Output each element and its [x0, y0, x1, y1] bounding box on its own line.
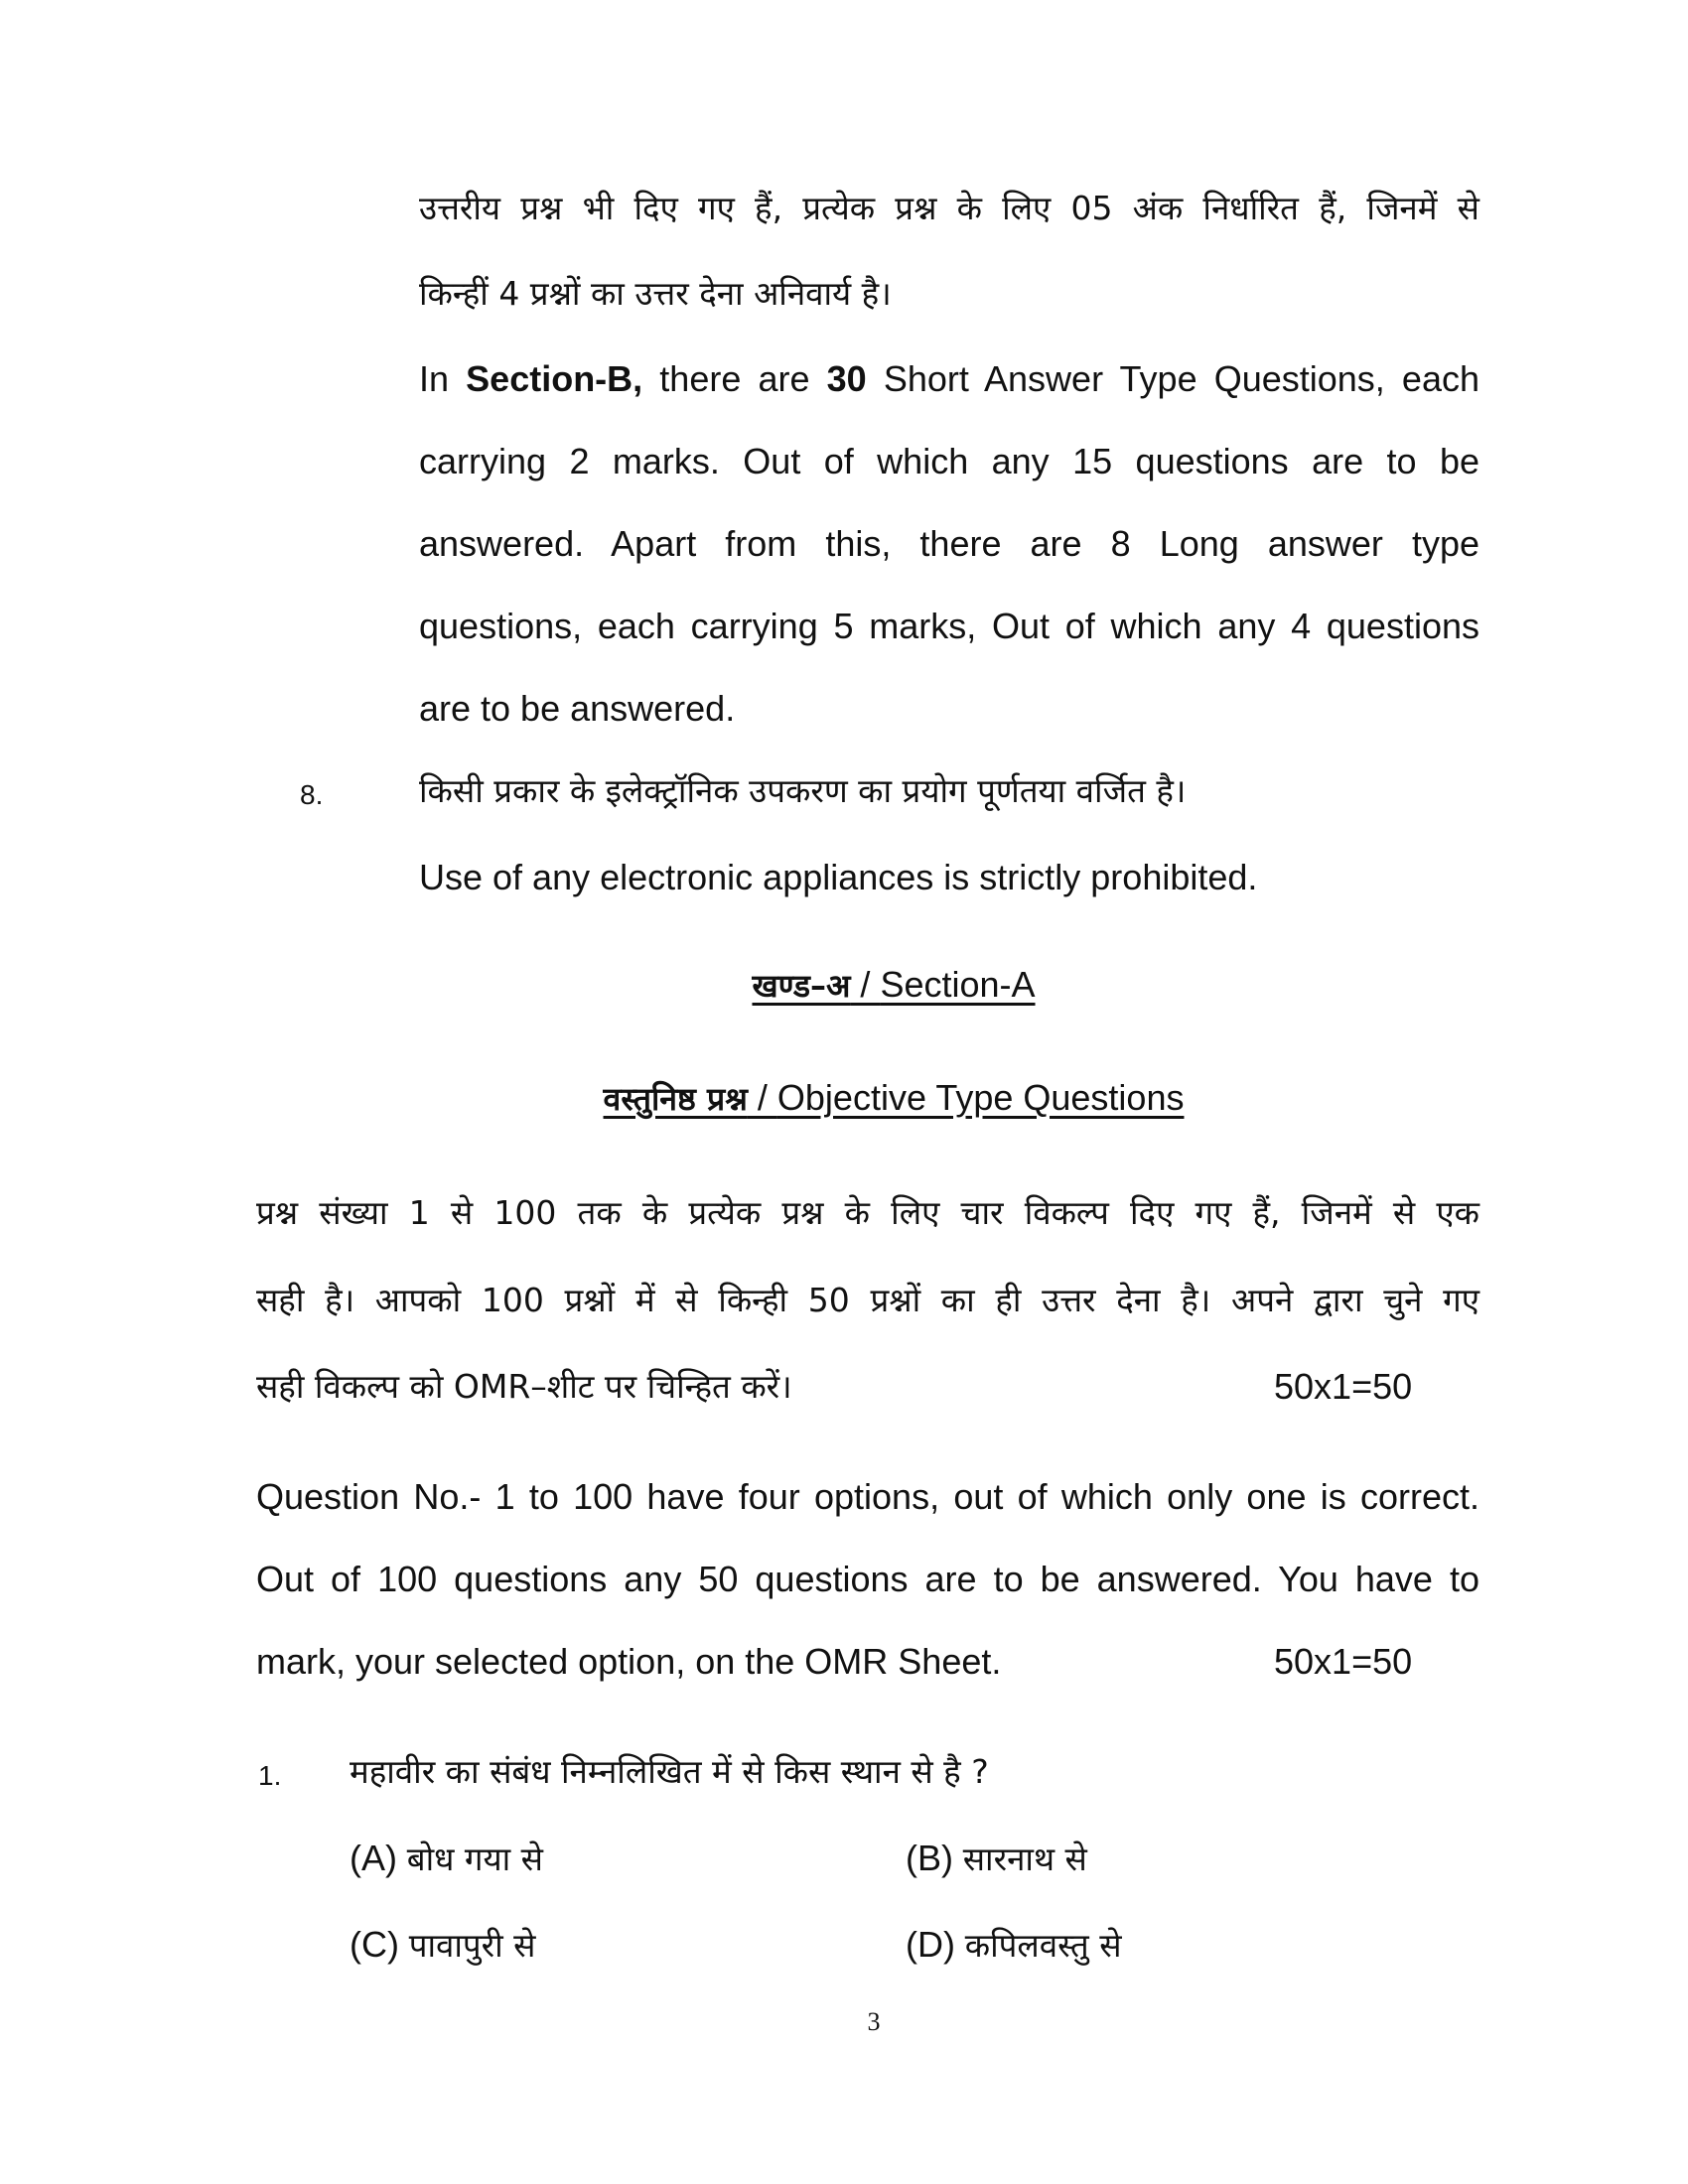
section-b-line-5: are to be answered.	[419, 688, 736, 729]
section-b-label: Section-B,	[466, 358, 643, 399]
section-b-line-4: questions, each carrying 5 marks, Out of which any 4 questions	[419, 606, 1479, 646]
section-b-suffix: Short Answer Type Questions, each	[866, 358, 1479, 399]
objective-hindi-marks: 50x1=50	[1274, 1366, 1413, 1407]
objective-subheading-hindi: वस्तुनिष्ठ प्रश्न	[603, 1080, 748, 1118]
section-a-heading	[0, 963, 1688, 1008]
intro-hindi-line-1: उत्तरीय प्रश्न भी दिए गए हैं, प्रत्येक प्रश्न के लिए 05 अंक निर्धारित हैं, जिनमें से	[419, 189, 1479, 227]
option-d-text: कपिलवस्तु से	[964, 1926, 1122, 1965]
section-a-heading-english: Section-A	[880, 964, 1036, 1005]
question-1-number: 1.	[258, 1760, 282, 1791]
objective-english-marks: 50x1=50	[1274, 1641, 1413, 1682]
objective-hindi-line-2: सही है। आपको 100 प्रश्नों में से किन्ही 50 प्रश्नों का ही उत्तर देना है। अपने द्वारा चुने गए	[256, 1281, 1479, 1319]
question-1-text: महावीर का संबंध निम्नलिखित में से किस स्थान से है ?	[350, 1752, 989, 1791]
section-b-count: 30	[826, 358, 867, 399]
section-b-line-1	[419, 357, 1479, 401]
objective-subheading-english: Objective Type Questions	[776, 1077, 1185, 1118]
objective-english-line-2: Out of 100 questions any 50 questions are to be answered. You have to	[256, 1559, 1479, 1599]
objective-hindi-line-1: प्रश्न संख्या 1 से 100 तक के प्रत्येक प्रश्न के लिए चार विकल्प दिए गए हैं, जिनमें से एक	[256, 1193, 1479, 1232]
option-c-label: (C)	[350, 1924, 399, 1965]
objective-hindi-line-3: सही विकल्प को OMR–शीट पर चिन्हित करें।	[256, 1367, 792, 1406]
option-a-label: (A)	[350, 1838, 397, 1878]
section-b-mid: there are	[642, 358, 827, 399]
section-a-heading-hindi: खण्ड–अ	[752, 967, 851, 1005]
objective-subheading	[0, 1076, 1688, 1121]
option-a-text: बोध गया से	[406, 1840, 543, 1878]
question-1-option-d	[906, 1923, 1122, 1968]
option-c-text: पावापुरी से	[408, 1926, 536, 1965]
instruction-8-english: Use of any electronic appliances is strictly prohibited.	[419, 857, 1258, 897]
section-a-heading-separator: /	[850, 964, 881, 1005]
objective-english-line-1: Question No.- 1 to 100 have four options, out of which only one is correct.	[256, 1476, 1479, 1517]
section-b-line-3: answered. Apart from this, there are 8 Long answer type	[419, 523, 1479, 564]
instruction-8-number: 8.	[300, 779, 324, 810]
option-b-text: सारनाथ से	[962, 1840, 1087, 1878]
instruction-8-hindi: किसी प्रकार के इलेक्ट्रॉनिक उपकरण का प्रयोग पूर्णतया वर्जित है।	[419, 771, 1187, 810]
intro-hindi-line-2: किन्हीं 4 प्रश्नों का उत्तर देना अनिवार्य है।	[419, 274, 892, 313]
question-1-option-a	[350, 1837, 543, 1881]
page-number: 3	[867, 2007, 881, 2036]
section-b-prefix: In	[419, 358, 467, 399]
objective-subheading-separator: /	[747, 1077, 777, 1118]
option-b-label: (B)	[906, 1838, 953, 1878]
option-d-label: (D)	[906, 1924, 955, 1965]
question-1-option-b	[906, 1837, 1087, 1881]
section-b-line-2: carrying 2 marks. Out of which any 15 questions are to be	[419, 441, 1479, 481]
question-1-option-c	[350, 1923, 536, 1968]
objective-english-line-3: mark, your selected option, on the OMR Sheet.	[256, 1641, 1002, 1682]
